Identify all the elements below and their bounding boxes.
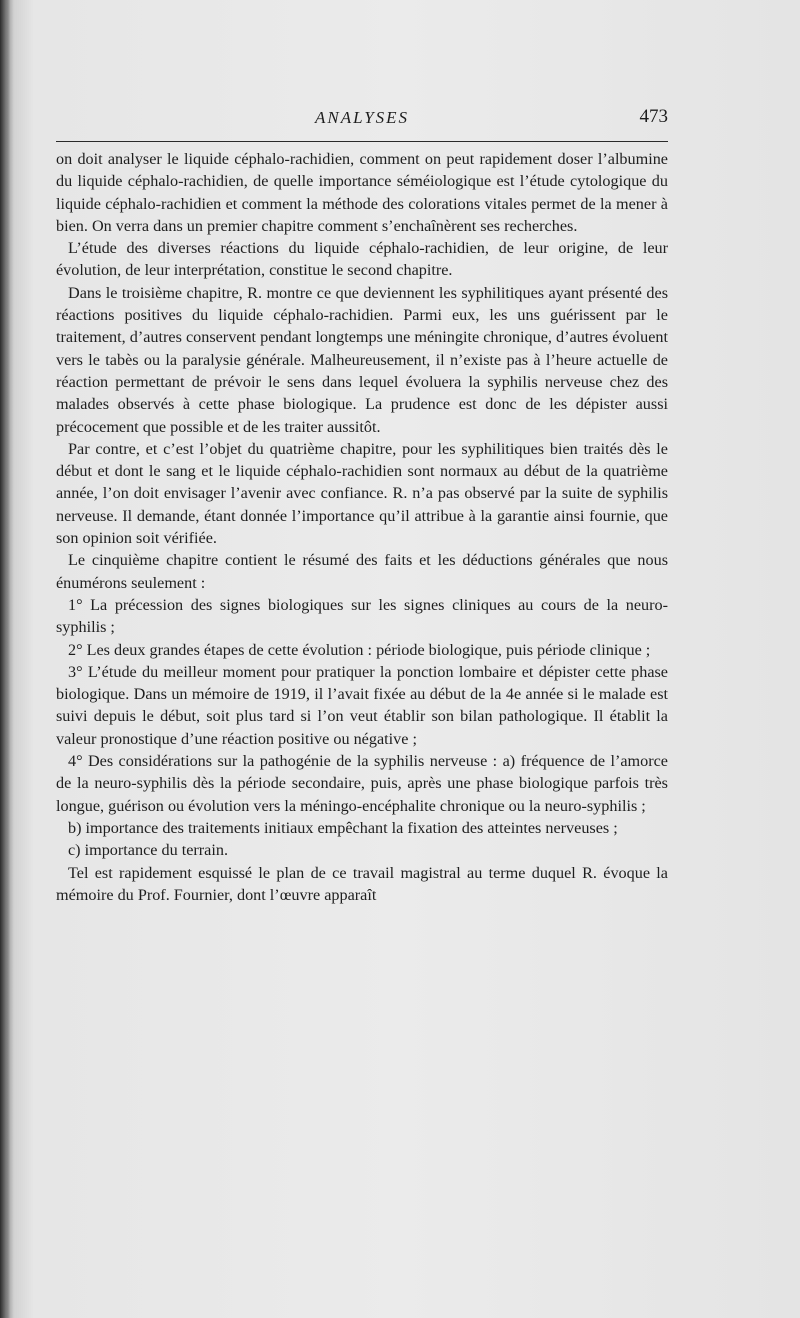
header-rule bbox=[56, 141, 668, 142]
paragraph-3: Dans le troisième chapitre, R. montre ce que deviennent les syphilitiques ayant présenté des réactions positives du liquide céphalo-rachidien. Parmi eux, les uns guérissent par le traitement, d’autres conservent pendant longtemps une méningite chronique, d’autres évoluent vers le tabès ou la paralysie générale. Malheureusement, il n’existe pas à l’heure actuelle de réaction permettant de prévoir le sens dans lequel évoluera la syphilis nerveuse chez des malades observés à cette phase biologique. La prudence est donc de les dépister aussi précocement que possible et de les traiter aussitôt. bbox=[56, 283, 668, 436]
book-spine-shadow bbox=[0, 0, 10, 1318]
list-item-1: 1° La précession des signes biologiques sur les signes cliniques au cours de la neuro-syphilis ; bbox=[56, 595, 668, 637]
paragraph-1: on doit analyser le liquide céphalo-rachidien, comment on peut rapidement doser l’albumine du liquide céphalo-rachidien, de quelle importance séméiologique est l’étude cytologique du liquide céphalo-rachidien et comment la méthode des colorations vitales permet de la mener à bien. On verra dans un premier chapitre comment s’enchaînèrent ses recherches. bbox=[56, 150, 668, 235]
paragraph-5: Le cinquième chapitre contient le résumé des faits et les déductions générales que nous énumérons seulement : bbox=[56, 551, 668, 592]
body-text bbox=[56, 148, 668, 906]
sub-item-c: c) importance du terrain. bbox=[68, 841, 229, 860]
running-title: ANALYSES bbox=[314, 108, 410, 127]
list-item-4: 4° Des considérations sur la pathogénie de la syphilis nerveuse : a) fréquence de l’amorce de la neuro-syphilis dès la période secondaire, puis, après une phase biologique parfois très longue, guérison ou évolution vers la méningo-encéphalite chronique ou la neuro-syphilis ; bbox=[56, 752, 668, 815]
page-number: 473 bbox=[639, 106, 668, 127]
paragraph-final: Tel est rapidement esquissé le plan de ce travail magistral au terme duquel R. évoque la mémoire du Prof. Fournier, dont l’œuvre apparaît bbox=[56, 863, 668, 904]
paragraph-4: Par contre, et c’est l’objet du quatrième chapitre, pour les syphilitiques bien traités dès le début et dont le sang et le liquide céphalo-rachidien sont normaux au début de la quatrième année, l’on doit envisager l’avenir avec confiance. R. n’a pas observé par la suite de syphilis nerveuse. Il demande, étant donnée l’importance qu’il attribue à la garantie ainsi fournie, que son opinion soit vérifiée. bbox=[56, 439, 668, 548]
list-item-3: 3° L’étude du meilleur moment pour pratiquer la ponction lombaire et dépister cette phase biologique. Dans un mémoire de 1919, il l’avait fixée au début de la 4e année si le malade est suivi depuis le début, soit plus tard si l’on veut établir son bilan pathologique. Il établit la valeur pronostique d’une réaction positive ou négative ; bbox=[56, 662, 668, 748]
sub-item-b: b) importance des traitements initiaux empêchant la fixation des atteintes nerveuses ; bbox=[68, 818, 618, 837]
page-header bbox=[56, 104, 668, 134]
paragraph-2: L’étude des diverses réactions du liquide céphalo-rachidien, de leur origine, de leur évolution, de leur interprétation, constitue le second chapitre. bbox=[56, 239, 668, 280]
list-item-2: 2° Les deux grandes étapes de cette évolution : période biologique, puis période clinique ; bbox=[68, 640, 651, 659]
